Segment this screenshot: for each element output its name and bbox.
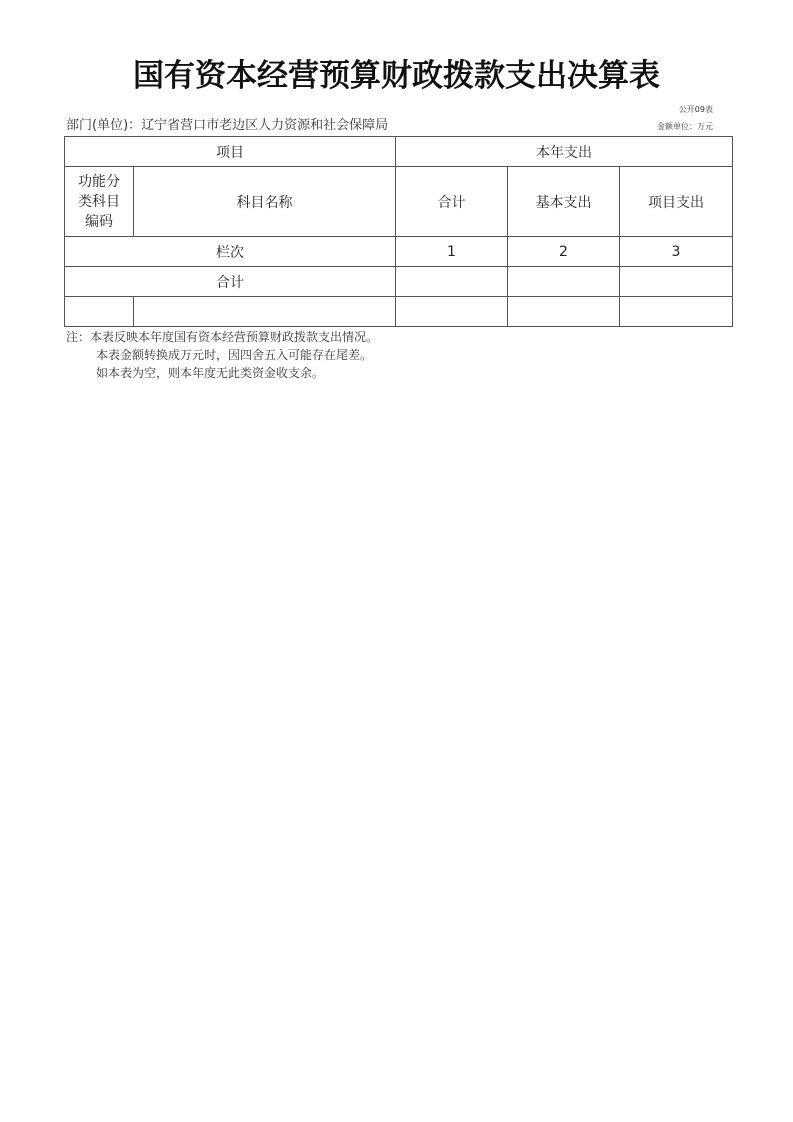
expenditure-table — [64, 136, 733, 327]
table-notes — [66, 328, 378, 382]
order-1: 1 — [396, 237, 508, 267]
header-total: 合计 — [396, 167, 508, 237]
note-line-2: 本表金额转换成万元时，因四舍五入可能存在尾差。 — [96, 348, 373, 362]
empty-project-cell — [620, 297, 733, 327]
table-header-row — [65, 137, 733, 167]
header-function-code — [65, 167, 134, 237]
header-subject-name: 科目名称 — [134, 167, 396, 237]
empty-total-cell — [396, 297, 508, 327]
amount-unit: 金额单位：万元 — [657, 122, 713, 131]
empty-code-cell — [65, 297, 134, 327]
header-function-code-text: 功能分类科目编码 — [78, 173, 120, 230]
empty-name-cell — [134, 297, 396, 327]
page-title: 国有资本经营预算财政拨款支出决算表 — [133, 58, 660, 94]
note-line-1: 注：本表反映本年度国有资本经营预算财政拨款支出情况。 — [66, 330, 379, 344]
table-row — [65, 297, 733, 327]
total-cell — [396, 267, 508, 297]
table-total-row — [65, 267, 733, 297]
total-basic-cell — [508, 267, 620, 297]
order-3: 3 — [620, 237, 733, 267]
table-subheader-row — [65, 167, 733, 237]
order-2: 2 — [508, 237, 620, 267]
header-project-expenditure: 项目支出 — [620, 167, 733, 237]
note-line-3: 如本表为空，则本年度无此类资金收支余。 — [96, 366, 325, 380]
form-number: 公开09表 — [678, 105, 713, 114]
header-basic-expenditure: 基本支出 — [508, 167, 620, 237]
department-label: 部门(单位)：辽宁省营口市老边区人力资源和社会保障局 — [66, 118, 389, 133]
header-item: 项目 — [65, 137, 396, 167]
table-order-row — [65, 237, 733, 267]
order-label: 栏次 — [65, 237, 396, 267]
empty-basic-cell — [508, 297, 620, 327]
total-label: 合计 — [65, 267, 396, 297]
total-project-cell — [620, 267, 733, 297]
header-current-year: 本年支出 — [396, 137, 733, 167]
